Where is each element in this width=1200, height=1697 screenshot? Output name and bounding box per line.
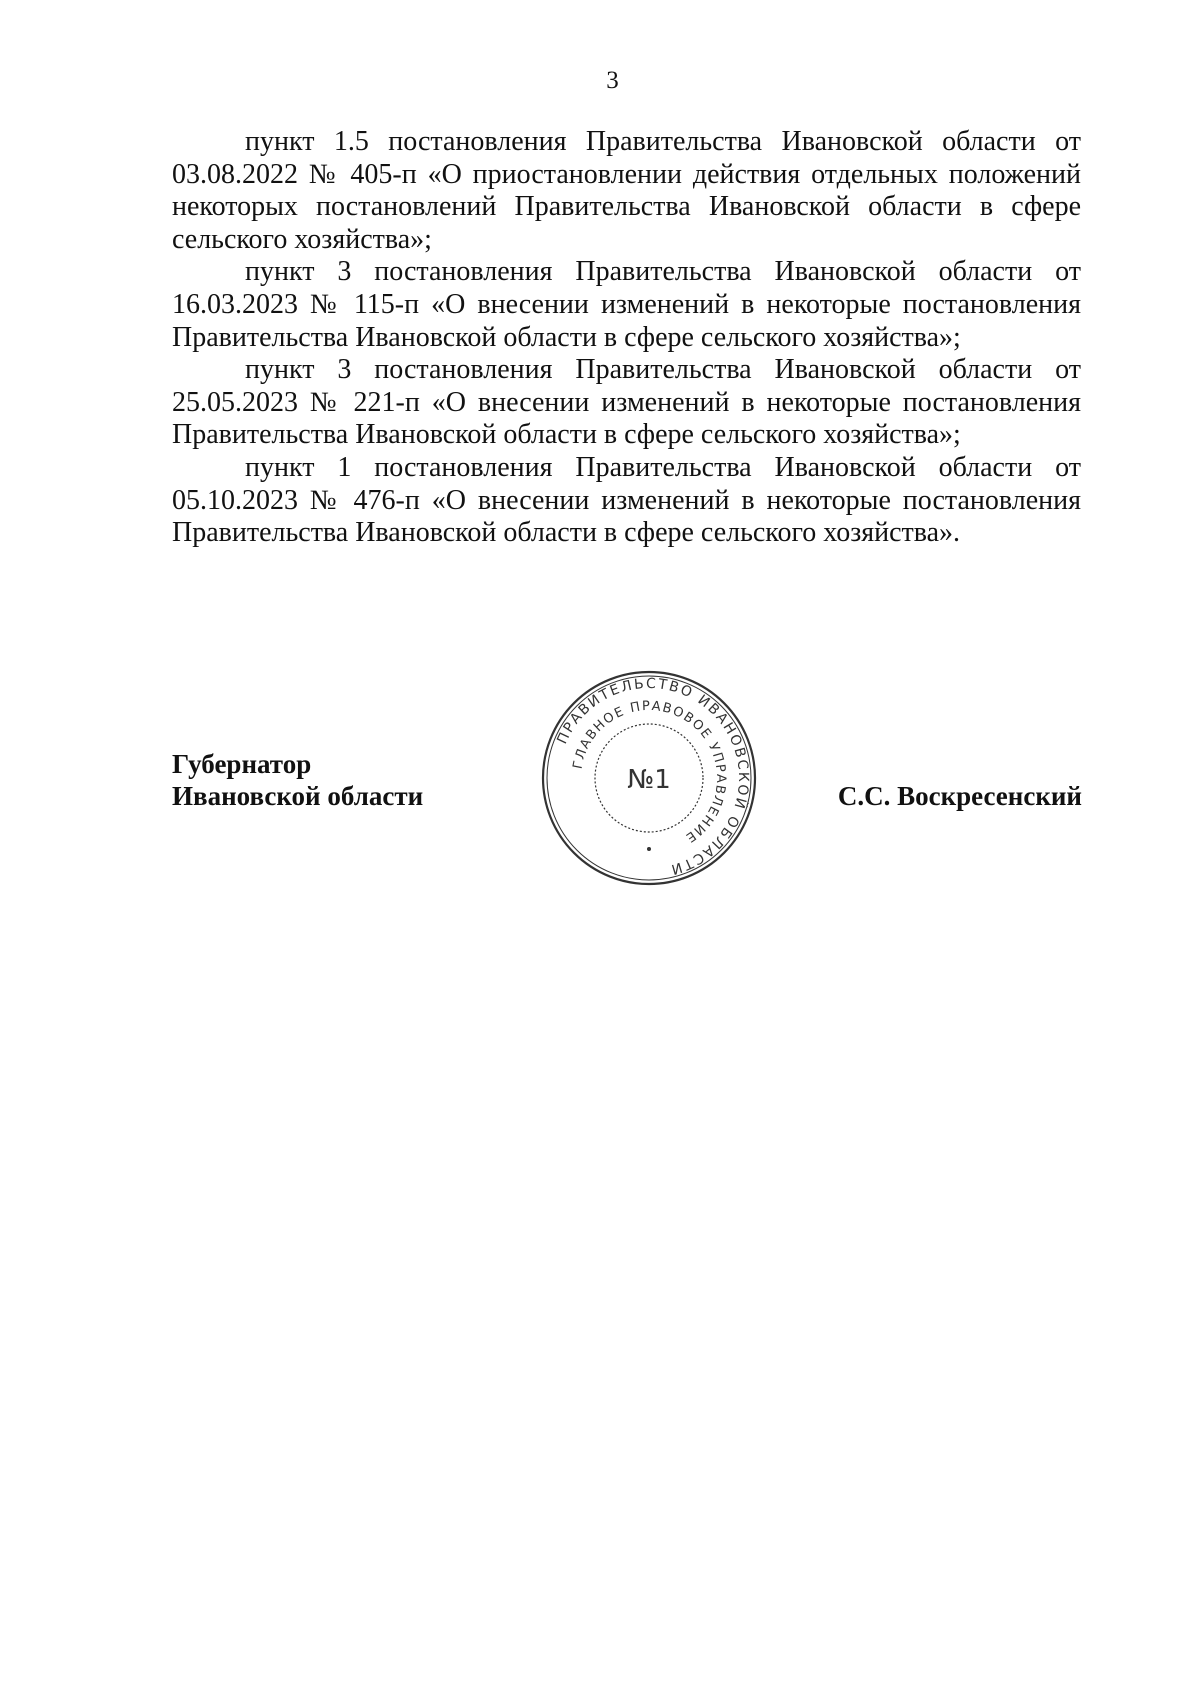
paragraph-item-2: пункт 3 постановления Правительства Ивановской области от 16.03.2023 № 115-п «О внесении изменений в некоторые постановления Правительства Ивановской области в сфере сельского хозяйства»; xyxy=(172,256,1081,353)
official-seal xyxy=(539,668,759,888)
signatory-title xyxy=(172,748,423,812)
seal-stamp-icon xyxy=(539,668,759,888)
seal-dot-icon xyxy=(647,847,651,851)
paragraph-item-3: пункт 3 постановления Правительства Ивановской области от 25.05.2023 № 221-п «О внесении изменений в некоторые постановления Правительства Ивановской области в сфере сельского хозяйства»; xyxy=(172,354,1081,451)
signatory-title-line-1: Губернатор xyxy=(172,749,312,779)
signatory-name: С.С. Воскресенский xyxy=(837,781,1082,811)
page-number: 3 xyxy=(606,67,619,94)
body-text xyxy=(172,126,1081,550)
paragraph-item-1: пункт 1.5 постановления Правительства Ивановской области от 03.08.2022 № 405-п «О приостановлении действия отдельных положений некоторых постановлений Правительства Ивановской области в сфере сельского хозяйства»; xyxy=(172,126,1081,255)
seal-inner-text: ГЛАВНОЕ ПРАВОВОЕ УПРАВЛЕНИЕ xyxy=(570,698,729,846)
seal-outer-text: ПРАВИТЕЛЬСТВО ИВАНОВСКОЙ ОБЛАСТИ xyxy=(554,675,752,878)
seal-center-text: №1 xyxy=(627,765,671,795)
signatory-title-line-2: Ивановской области xyxy=(172,781,424,811)
paragraph-item-4: пункт 1 постановления Правительства Ивановской области от 05.10.2023 № 476-п «О внесении изменений в некоторые постановления Правительства Ивановской области в сфере сельского хозяйства». xyxy=(172,451,1081,549)
